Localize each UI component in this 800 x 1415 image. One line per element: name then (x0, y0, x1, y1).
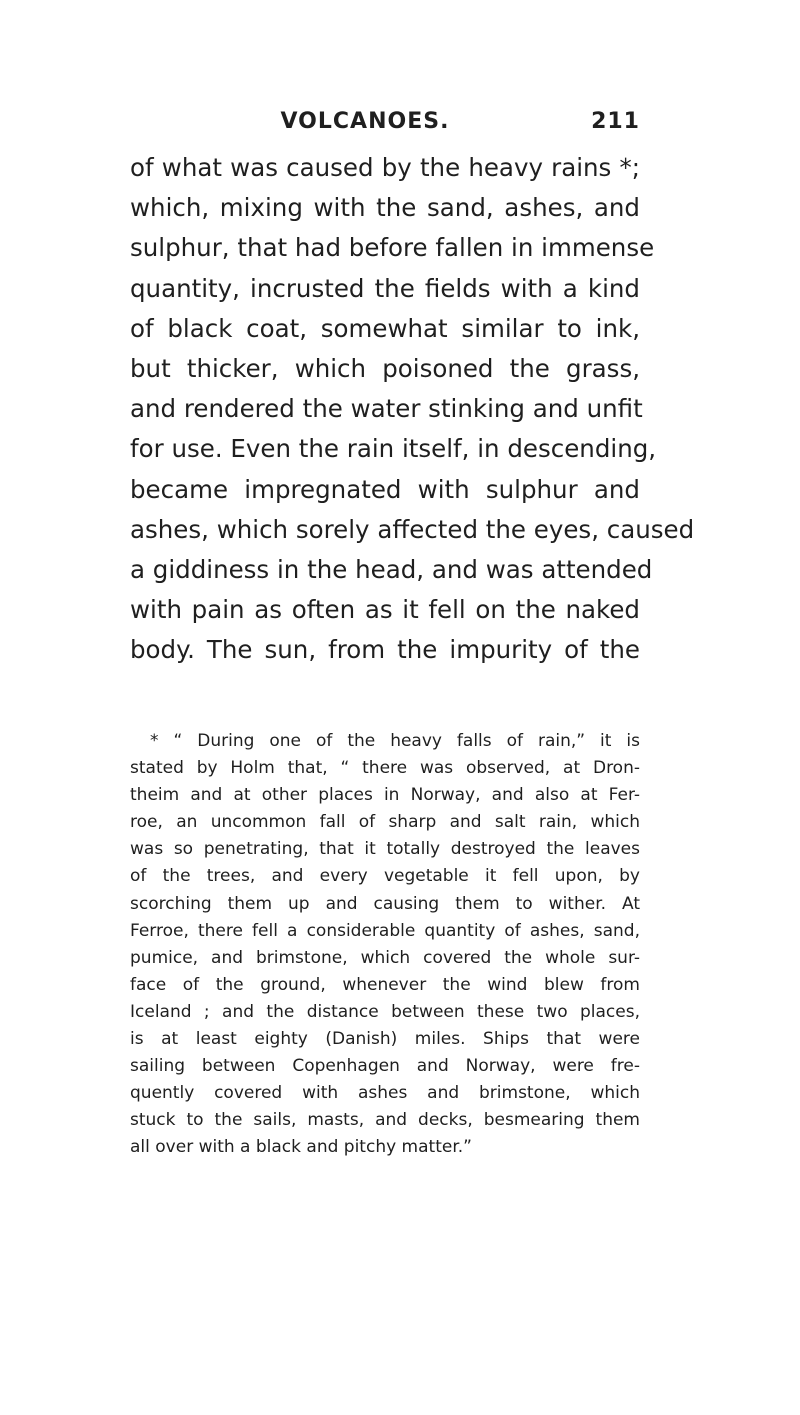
footnote-line: stuck to the sails, masts, and decks, besmearing them (130, 1110, 640, 1131)
footnote-line: is at least eighty (Danish) miles. Ships that were (130, 1029, 640, 1050)
body-line: which, mixing with the sand, ashes, and (130, 193, 640, 223)
footnote-line: of the trees, and every vegetable it fell upon, by (130, 866, 640, 887)
running-head-title: VOLCANOES. (280, 109, 450, 134)
body-line: ashes, which sorely affected the eyes, caused (130, 514, 695, 544)
footnote-line: was so penetrating, that it totally destroyed the leaves (130, 839, 640, 860)
footnote-line: * “ During one of the heavy falls of rain,” it is (150, 731, 640, 751)
body-line: a giddiness in the head, and was attended (130, 554, 653, 584)
body-line: and rendered the water stinking and unfit (130, 394, 643, 424)
body-line: quantity, incrusted the fields with a kind (130, 273, 640, 303)
footnote-line: pumice, and brimstone, which covered the whole sur- (130, 947, 640, 968)
body-line: became impregnated with sulphur and (130, 474, 640, 504)
footnote-line: Iceland ; and the distance between these two places, (130, 1001, 640, 1022)
footnote-line: all over with a black and pitchy matter.” (130, 1137, 472, 1158)
footnote-line: quently covered with ashes and brimstone, which (130, 1083, 640, 1104)
footnote-line: stated by Holm that, “ there was observed, at Dron- (130, 758, 640, 779)
body-line: with pain as often as it fell on the naked (130, 595, 640, 625)
page-number: 211 (591, 109, 640, 134)
footnote-line: roe, an uncommon fall of sharp and salt rain, which (130, 812, 640, 833)
body-line: of what was caused by the heavy rains *; (130, 153, 640, 182)
footnote-line: theim and at other places in Norway, and also at Fer- (130, 785, 640, 806)
footnote-line: scorching them up and causing them to wither. At (130, 893, 640, 914)
body-text (130, 148, 695, 670)
body-line: of black coat, somewhat similar to ink, (130, 313, 640, 343)
running-head (0, 109, 800, 149)
footnote-line: sailing between Copenhagen and Norway, were fre- (130, 1056, 640, 1077)
footnote-line: face of the ground, whenever the wind blew from (130, 974, 640, 995)
body-line: sulphur, that had before fallen in immense (130, 233, 655, 263)
body-line: but thicker, which poisoned the grass, (130, 353, 640, 383)
body-line: body. The sun, from the impurity of the (130, 635, 640, 665)
footnote (130, 728, 640, 1162)
body-line: for use. Even the rain itself, in descending, (130, 434, 657, 464)
footnote-line: Ferroe, there fell a considerable quantity of ashes, sand, (130, 920, 640, 941)
